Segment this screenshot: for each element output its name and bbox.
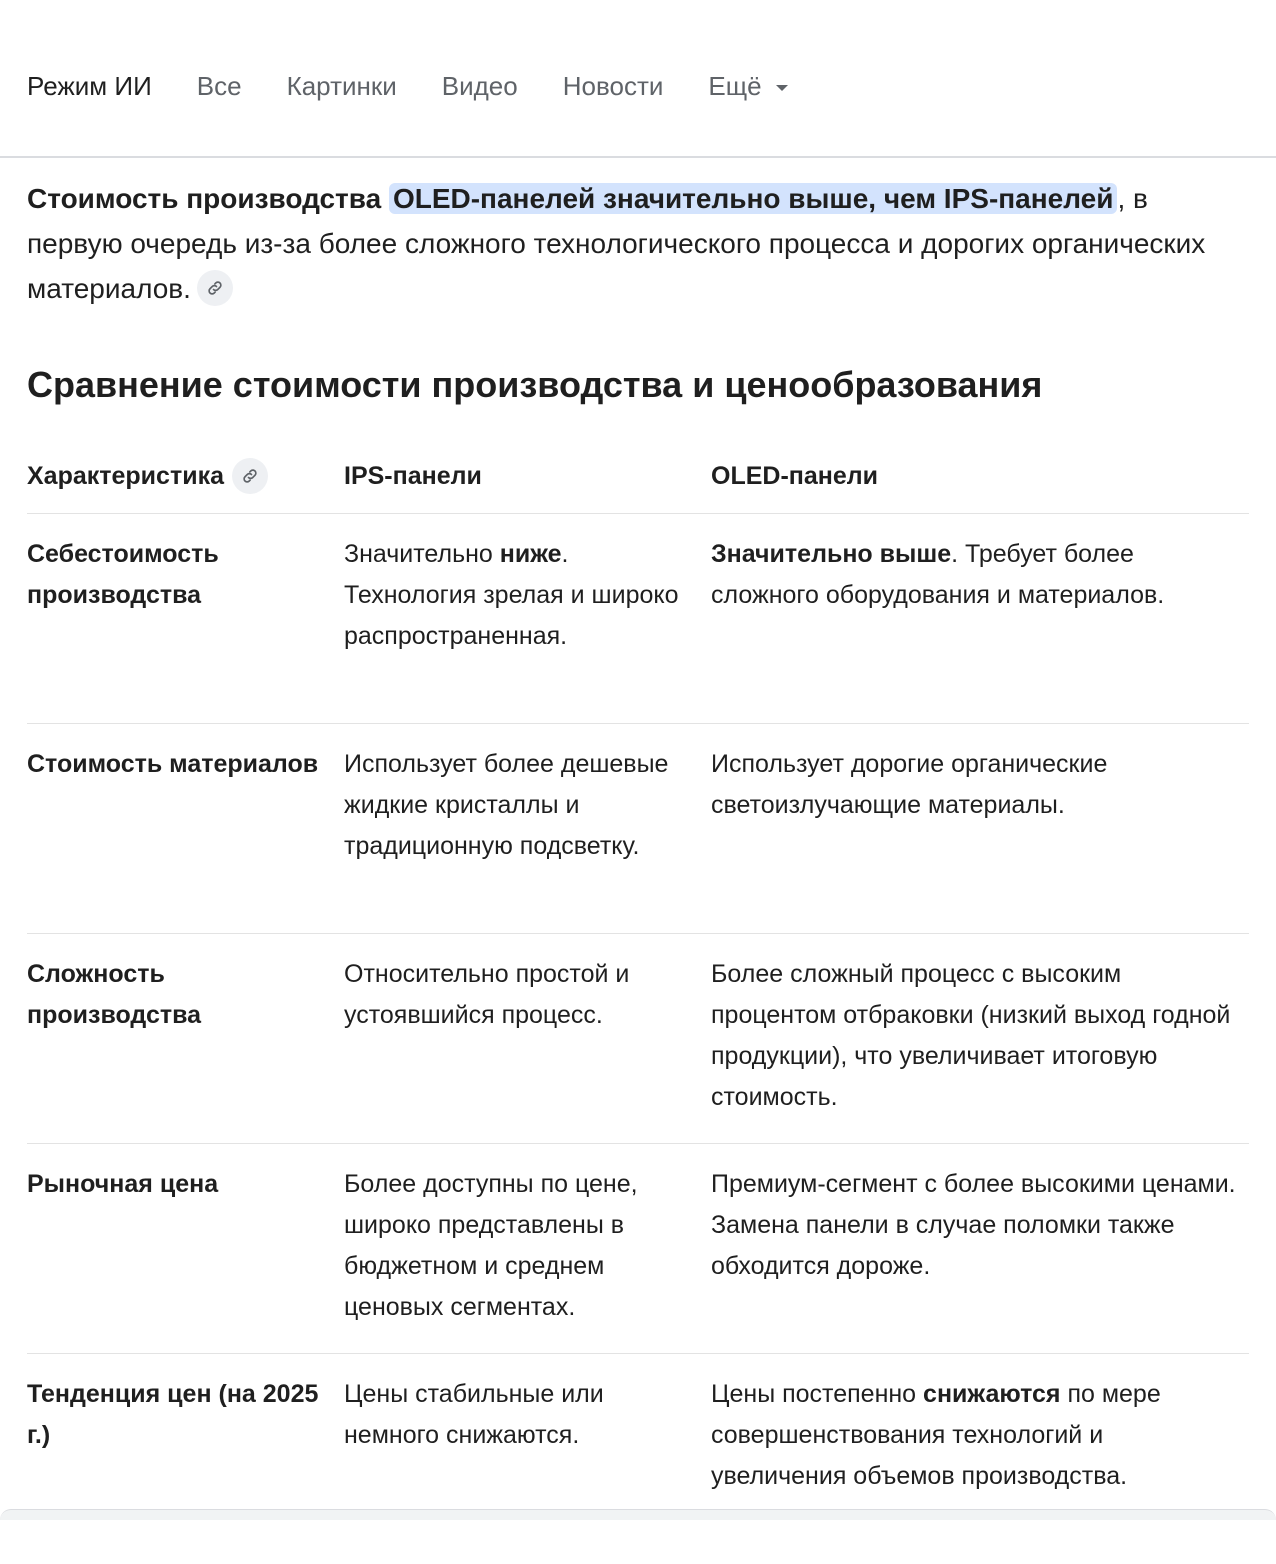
intro-paragraph (27, 176, 1249, 311)
header-link-button[interactable] (232, 458, 268, 494)
cell-ips (344, 954, 711, 1143)
bold-text: Значительно выше (711, 540, 952, 568)
tab-ai-mode[interactable] (27, 71, 152, 102)
table-row (27, 1354, 1249, 1564)
cell-feature: Стоимость материалов (27, 750, 319, 778)
tab-label: Видео (441, 70, 518, 101)
cell-oled (711, 534, 1249, 723)
cell-text: Более сложный процесс с высоким процентом отбраковки (низкий выход годной продукции), что увеличивает итоговую стоимость. (711, 960, 1231, 1111)
bottom-panel-edge (0, 1509, 1276, 1520)
tab-label: Все (196, 70, 242, 101)
cell-oled (711, 1164, 1249, 1353)
tab-label: Картинки (286, 70, 397, 101)
search-tabs (27, 68, 833, 104)
link-icon (241, 467, 259, 485)
header-label: Характеристика (27, 462, 224, 490)
table-header (27, 452, 1249, 514)
comparison-table (27, 452, 1249, 1564)
tab-more[interactable] (708, 71, 787, 102)
table-body (27, 514, 1249, 1564)
cell-oled (711, 744, 1249, 933)
header-oled: OLED-панели (711, 462, 879, 490)
cell-text: Использует дорогие органические светоизлучающие материалы. (711, 750, 1108, 819)
cell-text: Относительно простой и устоявшийся процесс. (344, 960, 630, 1029)
tab-videos[interactable] (442, 71, 518, 102)
tab-label: Ещё (708, 70, 762, 101)
tab-news[interactable] (563, 71, 664, 102)
cell-text: Цены постепенно (711, 1380, 924, 1408)
intro-highlight: OLED-панелей значительно выше, чем IPS-панелей (389, 183, 1117, 214)
cell-ips (344, 534, 711, 723)
cell-oled (711, 954, 1249, 1143)
cell-ips (344, 744, 711, 933)
caret-down-icon (776, 85, 788, 91)
header-ips: IPS-панели (344, 462, 482, 490)
intro-rest: , в первую очередь из-за более сложного технологического процесса и дорогих органических материалов. (27, 183, 1206, 304)
table-row (27, 1144, 1249, 1354)
cell-feature: Рыночная цена (27, 1170, 219, 1198)
table-row (27, 724, 1249, 934)
tab-images[interactable] (287, 71, 397, 102)
bold-text: ниже (499, 540, 562, 568)
table-row (27, 934, 1249, 1144)
intro-lead: Стоимость производства (27, 183, 382, 214)
cell-feature: Тенденция цен (на 2025 г.) (27, 1380, 319, 1449)
cell-text: . Технология зрелая и широко распространенная. (344, 540, 679, 650)
source-link-button[interactable] (197, 270, 233, 306)
cell-text: Более доступны по цене, широко представлены в бюджетном и среднем ценовых сегментах. (344, 1170, 638, 1321)
cell-text: Цены стабильные или немного снижаются. (344, 1380, 604, 1449)
cell-feature: Себестоимость производства (27, 540, 219, 609)
cell-text: по мере совершенствования технологий и увеличения объемов производства. (711, 1380, 1161, 1490)
cell-oled (711, 1374, 1249, 1564)
header-feature (27, 452, 344, 500)
cell-ips (344, 1164, 711, 1353)
section-title: Сравнение стоимости производства и ценообразования (27, 364, 1043, 405)
cell-text: Значительно (344, 540, 500, 568)
tab-all[interactable] (197, 71, 242, 102)
tab-label: Новости (562, 70, 664, 101)
search-tabs-bar (0, 0, 1276, 158)
cell-feature: Сложность производства (27, 960, 202, 1029)
bold-text: снижаются (923, 1380, 1061, 1408)
ai-answer (27, 176, 1249, 1490)
cell-text: Использует более дешевые жидкие кристаллы и традиционную подсветку. (344, 750, 669, 860)
tab-label: Режим ИИ (27, 70, 152, 101)
link-icon (206, 279, 224, 297)
cell-text: . Требует более сложного оборудования и материалов. (711, 540, 1165, 609)
cell-ips (344, 1374, 711, 1564)
table-row (27, 514, 1249, 724)
cell-text: Премиум-сегмент с более высокими ценами. Замена панели в случае поломки также обходится дороже. (711, 1170, 1236, 1280)
